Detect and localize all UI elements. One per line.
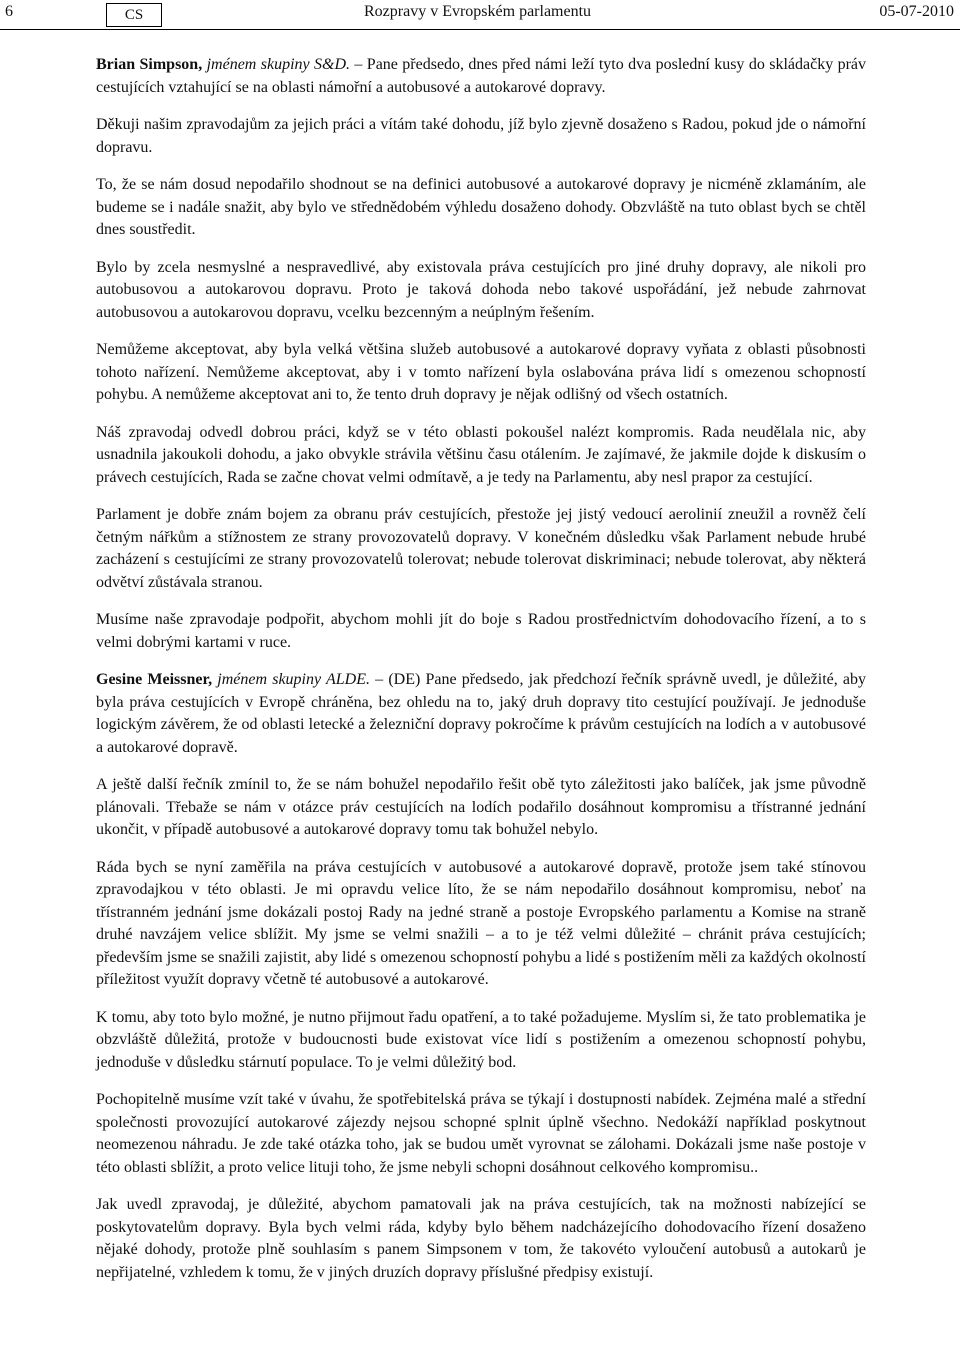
paragraph: Děkuji našim zpravodajům za jejich práci a vítám také dohodu, jíž bylo zjevně dosaženo s Radou, pokud jde o námořní dopravu. bbox=[96, 116, 866, 156]
page-number: 6 bbox=[5, 3, 13, 20]
language-code-box: CS bbox=[106, 3, 162, 27]
paragraph: Jak uvedl zpravodaj, je důležité, abychom pamatovali jak na práva cestujících, tak na možnosti nabízející se poskytovatelům dopravy. Byla bych velmi ráda, kdyby bylo během nadcházejícího dohodovacího řízení dosaženo nějaké dohody, protože plně souhlasím s panem Simpsonem v tom, že takovéto vyloučení autobusů a autokarů je nepřijatelné, vzhledem k tomu, že v jiných druzích dopravy příslušné předpisy existují. bbox=[96, 1196, 866, 1281]
speaker-role: jménem skupiny ALDE. bbox=[217, 671, 370, 688]
paragraph: Pochopitelně musíme vzít také v úvahu, že spotřebitelská práva se týkají i dostupnosti nabídek. Zejména malé a střední společnosti provozující autokarové zájezdy nejsou schopné splnit úplně všechno. Nedokáží například poskytnout neomezenou náhradu. Je zde také otázka toho, jak se budou umět vyrovnat se zálohami. Dokázali jsme naše postoje v této oblasti sblížit, a proto velice lituji toho, že jsme nebyli schopni dosáhnout celkového kompromisu.. bbox=[96, 1091, 866, 1176]
paragraph: Nemůžeme akceptovat, aby byla velká většina služeb autobusové a autokarové dopravy vyňata z oblasti působnosti tohoto nařízení. Nemůžeme akceptovat, aby i v tomto nařízení byla oslabována práva lidí s omezenou schopností pohybu. A nemůžeme akceptovat ani to, že tento druh dopravy je nějak odlišný od všech ostatních. bbox=[96, 341, 866, 403]
paragraph: Ráda bych se nyní zaměřila na práva cestujících v autobusové a autokarové dopravě, protože jsem také stínovou zpravodajkou v této oblasti. Je mi opravdu velice líto, že se nám nepodařilo dosáhnout kompromisu, neboť na třístranném jednání jsme dokázali postoj Rady na jedné straně a postoje Evropského parlamentu a Komise na straně druhé navzájem velice sblížit. My jsme se velmi snažili – a to je též velmi důležité – chránit práva cestujících; především jsme se snažili zajistit, aby lidé s omezenou schopností pohybu a lidé s postižením měli za každých okolností příležitost využít dopravy včetně té autobusové a autokarové. bbox=[96, 858, 866, 988]
document-date: 05-07-2010 bbox=[879, 3, 954, 20]
paragraph bbox=[96, 54, 866, 99]
document-body bbox=[96, 54, 866, 1299]
paragraph: Náš zpravodaj odvedl dobrou práci, když se v této oblasti pokoušel nalézt kompromis. Rada neudělala nic, aby usnadnila jakoukoli dohodu, a jako obvykle strávila většinu času otálením. Je zajímavé, že jakmile dojde k diskusím o právech cestujících, Rada se začne chovat velmi odmítavě, a je tedy na Parlamentu, aby nesl prapor za cestující. bbox=[96, 423, 866, 486]
paragraph-text: – (DE) Pane předsedo, jak předchozí řečník správně uvedl, je důležité, aby byla práva cestujících v Evropě chráněna, bez ohledu na to, jaký druh dopravy tito cestující používají. Je jednoduše logickým závěrem, že od oblasti letecké a železniční dopravy pokročíme k právům cestujících na lodích a v autobusové a autokarové dopravě. bbox=[96, 671, 867, 756]
header-rule bbox=[0, 29, 960, 30]
paragraph: Parlament je dobře znám bojem za obranu práv cestujících, přestože jej jistý vedoucí aerolinií zneužil a rovněž čelí četným nářkům a stížnostem ze strany provozovatelů dopravy. V konečném důsledku však Parlament nebude hrubé zacházení s cestujícími ze strany provozovatelů tolerovat; nebude tolerovat diskriminaci; nebude tolerovat, aby některá odvětví zůstávala stranou. bbox=[96, 506, 866, 591]
paragraph-text: – Pane předsedo, dnes před námi leží tyto dva poslední kusy do skládačky práv cestujících vztahující se na oblasti námořní a autobusové a autokarové dopravy. bbox=[96, 56, 867, 96]
page-header bbox=[0, 0, 960, 30]
paragraph: A ještě další řečník zmínil to, že se nám bohužel nepodařilo řešit obě tyto záležitosti jako balíček, jak jsme původně plánovali. Třebaže se nám v otázce práv cestujících na lodích podařilo dosáhnout kompromisu a třístranné jednání ukončit, v případě autobusové a autokarové dopravy tomu tak bohužel nebylo. bbox=[96, 776, 866, 838]
paragraph: Musíme naše zpravodaje podpořit, abychom mohli jít do boje s Radou prostřednictvím dohodovacího řízení, a to s velmi dobrými kartami v ruce. bbox=[96, 611, 866, 651]
paragraph: Bylo by zcela nesmyslné a nespravedlivé, aby existovala práva cestujících pro jiné druhy dopravy, ale nikoli pro autobusovou a autokarovou dopravu. Proto je taková dohoda nebo takové uspořádání, jež nebude zahrnovat autobusovou a autokarovou dopravu, vcelku bezcenným a neúplným řešením. bbox=[96, 258, 866, 321]
speaker-role: jménem skupiny S&D. bbox=[206, 56, 351, 73]
paragraph: To, že se nám dosud nepodařilo shodnout se na definici autobusové a autokarové dopravy je nicméně zklamáním, ale budeme se i nadále snažit, aby bylo ve střednědobém výhledu dosaženo dohody. Obzvláště na tuto oblast bych se chtěl dnes soustředit. bbox=[96, 176, 866, 238]
speaker-name: Brian Simpson, bbox=[96, 56, 203, 73]
paragraph bbox=[96, 669, 866, 759]
paragraph: K tomu, aby toto bylo možné, je nutno přijmout řadu opatření, a to také požadujeme. Myslím si, že tato problematika je obzvláště důležitá, protože v budoucnosti bude existovat více lidí s postižením a omezenou schopností pohybu, jednoduše v důsledku stárnutí populace. To je velmi důležitý bod. bbox=[96, 1008, 866, 1071]
document-title: Rozpravy v Evropském parlamentu bbox=[364, 3, 592, 20]
speaker-name: Gesine Meissner, bbox=[96, 671, 213, 688]
